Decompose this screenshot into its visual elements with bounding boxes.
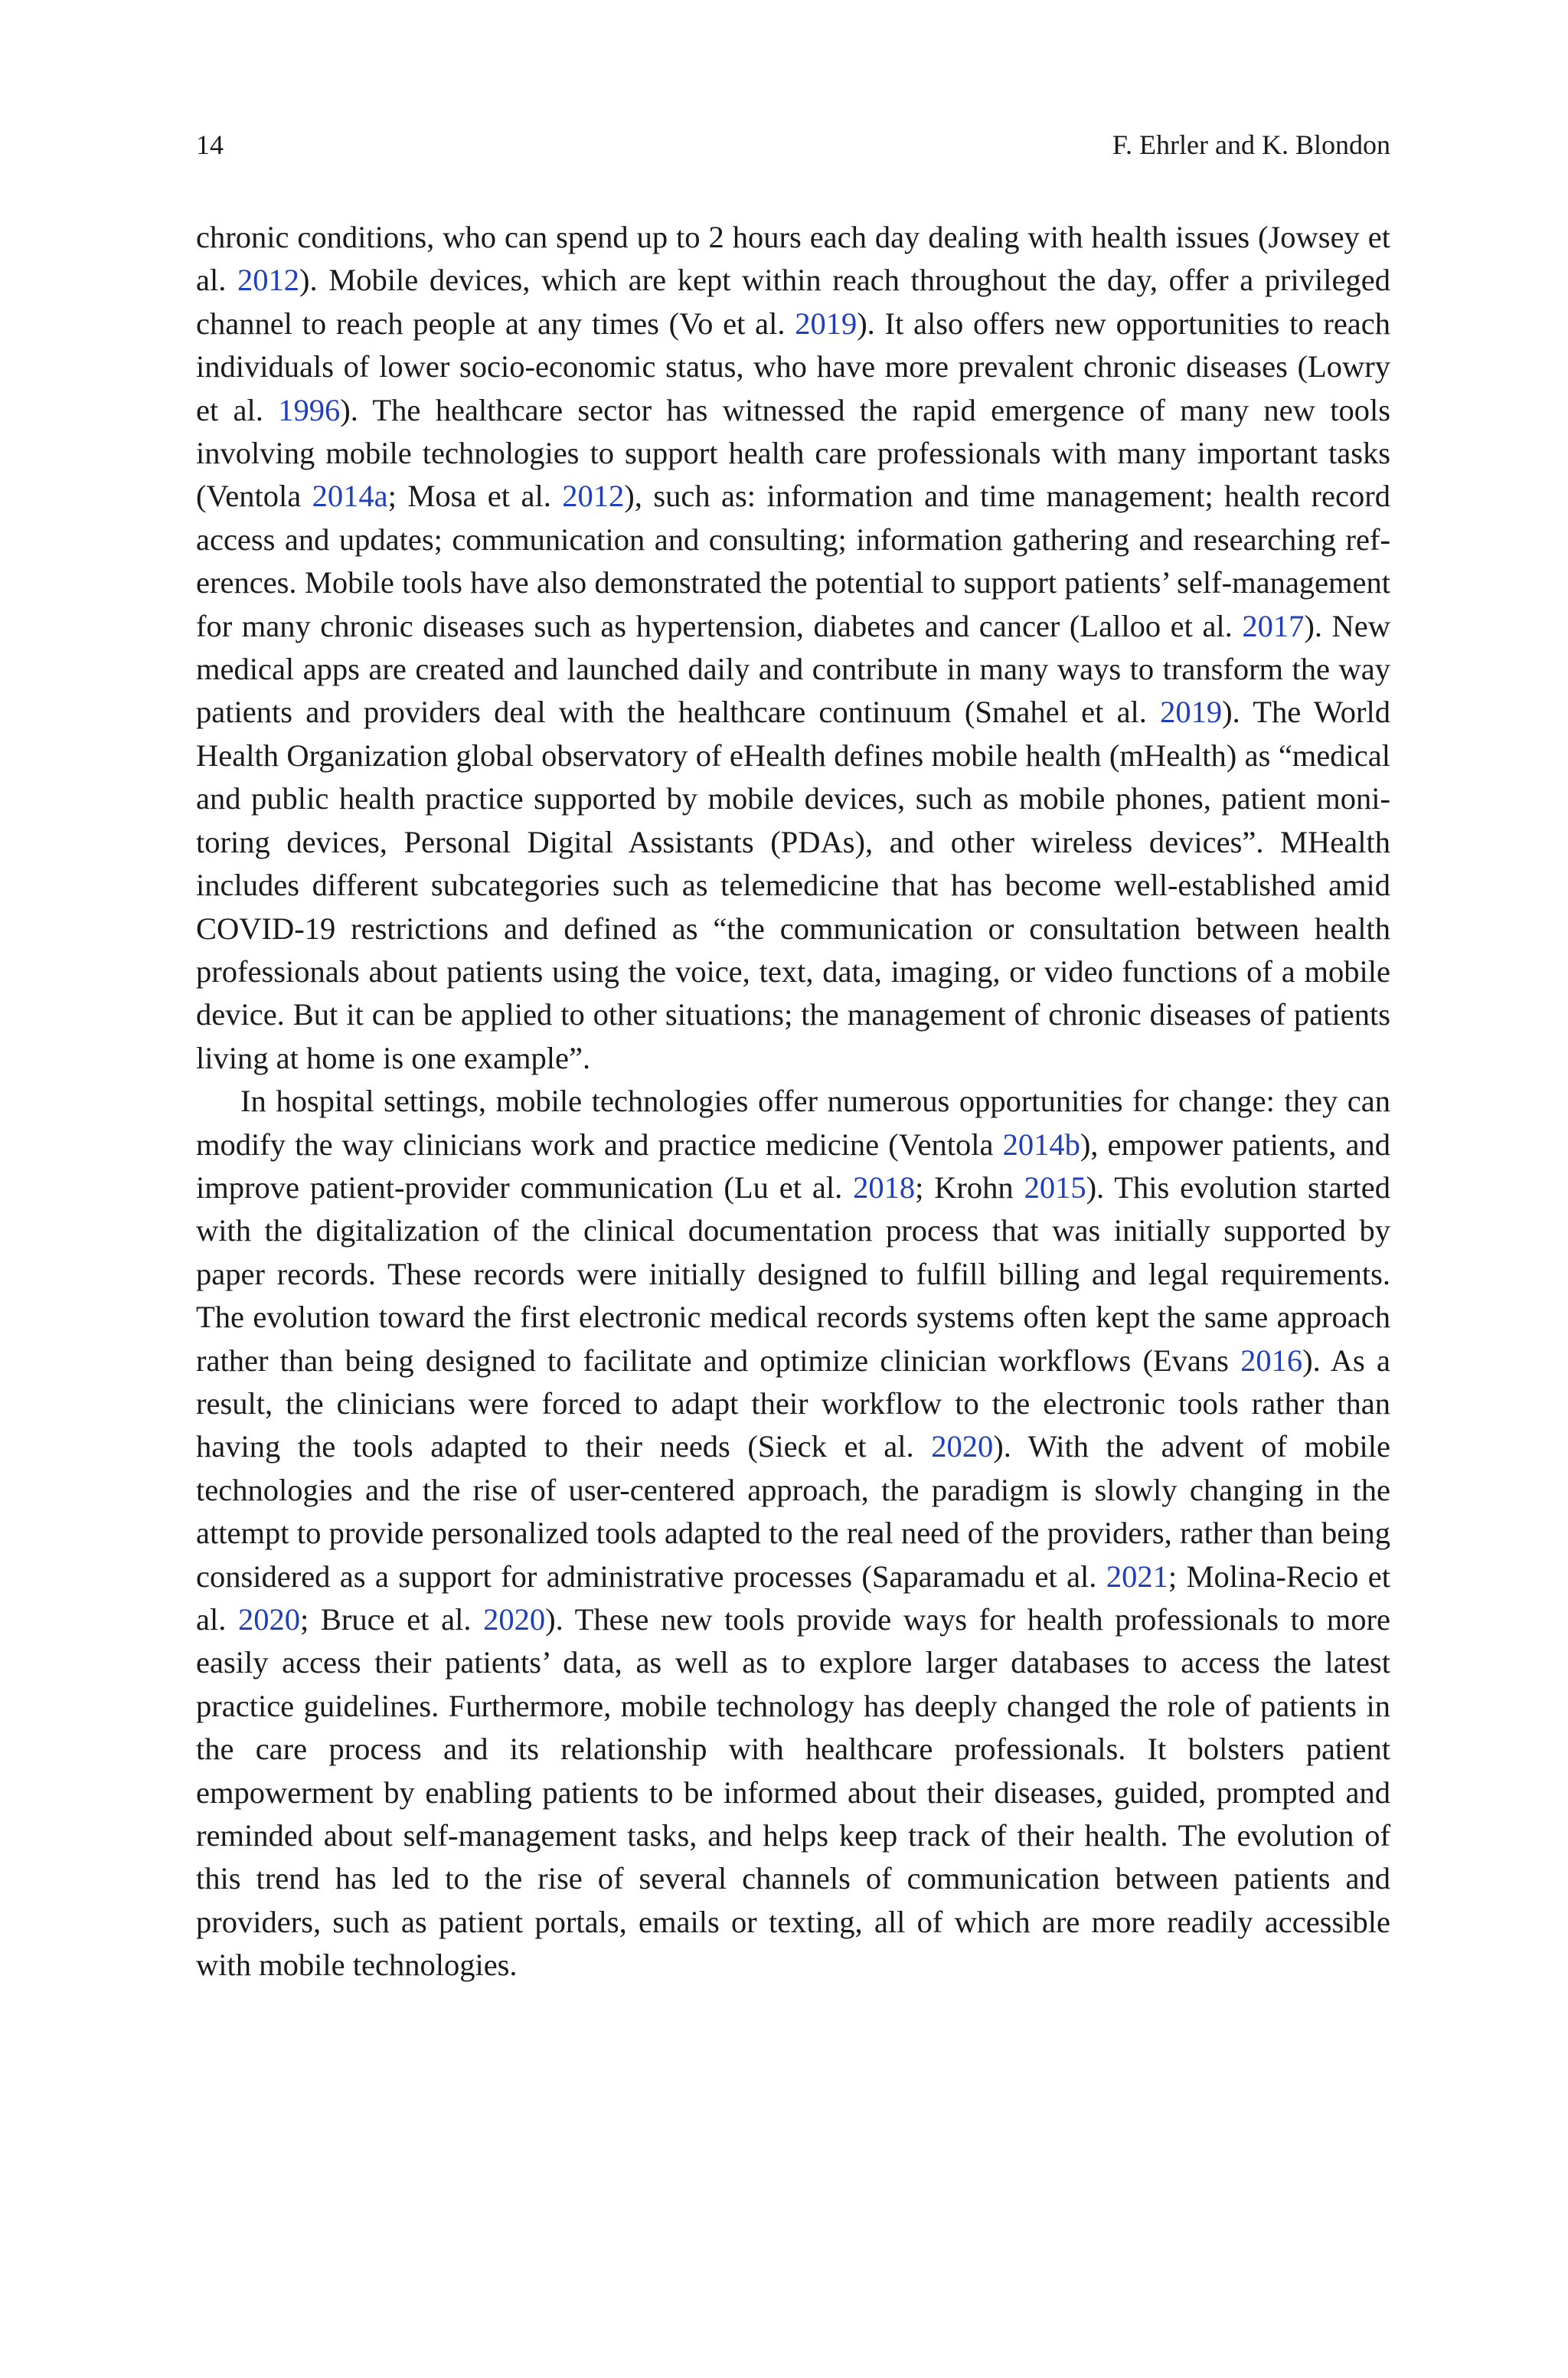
citation-link-vo-2019[interactable]: 2019 [795,306,858,341]
citation-link-krohn-2015[interactable]: 2015 [1024,1169,1086,1205]
citation-link-molina-recio-2020[interactable]: 2020 [238,1602,300,1637]
paragraph-text: ; Krohn [915,1169,1024,1205]
citation-link-lowry-1996[interactable]: 1996 [278,392,341,427]
paragraph-text: ). These new tools provide ways for health professionals to more easily access their patients’ data, as well as to explore larger databases to access the latest practice guidelines. Furthermore, mobile technology has deeply changed the role of patients in the care process and its relationship with healthcare professionals. It bolsters patient empowerment by enabling patients to be informed about their diseases, guided, prompted and reminded about self-management tasks, and helps keep track of their health. The evolution of this trend has led to the rise of several channels of communication between patients and providers, such as patient portals, emails or texting, all of which are more readily accessible with mobile technologies. [196,1602,1390,1983]
paragraph-text: ). New medical apps are created and launched daily and contribute in many ways to transform the way patients and providers deal with the healthcare continuum (Smahel et al. [196,608,1390,730]
citation-link-bruce-2020[interactable]: 2020 [483,1602,546,1637]
paragraph-text: In hospital settings, mobile technologies offer numerous opportunities for change: they can modify the way clinicians work and practice medicine (Ventola [196,1084,1390,1162]
paragraph-text: ), such as: information and time management; health record access and updates; communication and consulting; information gathering and researching references. Mobile tools have also demonstrated the potential to support patients’ self-management for many chronic diseases such as hypertension, diabetes and cancer (Lalloo et al. [196,479,1390,643]
paragraph-text: ), empower patients, and improve patient-provider communication (Lu et al. [196,1127,1390,1205]
citation-link-lu-2018[interactable]: 2018 [853,1169,916,1205]
citation-link-saparamadu-2021[interactable]: 2021 [1106,1559,1168,1594]
paragraph-text: ; Bruce et al. [300,1602,484,1637]
paragraph-text: ). The healthcare sector has witnessed the rapid emergence of many new tools involving mobile technologies to support health care professionals with many important tasks (Ventola [196,392,1390,514]
running-head-authors: F. Ehrler and K. Blondon [1112,129,1390,160]
citation-link-smahel-2019[interactable]: 2019 [1160,695,1223,730]
paragraph-text: chronic conditions, who can spend up to 2 hours each day dealing with health issues (Jowsey et al. [196,220,1390,298]
paragraph-1 [196,216,1390,1080]
paragraph-text: ). The World Health Organization global observatory of eHealth defines mobile health (mHealth) as “medical and public health practice supported by mobile devices, such as mobile phones, patient monitoring devices, Personal Digital Assistants (PDAs), and other wireless devices”. MHealth includes different subcategories such as telemedicine that has become well-established amid COVID-19 restrictions and defined as “the communication or consultation between health professionals about patients using the voice, text, data, imaging, or video functions of a mobile device. But it can be applied to other situations; the management of chronic diseases of patients living at home is one example”. [196,695,1390,1075]
paragraph-text: ). Mobile devices, which are kept within reach throughout the day, offer a privileged channel to reach people at any times (Vo et al. [196,263,1391,341]
citation-link-ventola-2014b[interactable]: 2014b [1002,1127,1080,1162]
page-number: 14 [196,129,224,160]
citation-link-mosa-2012[interactable]: 2012 [562,479,625,514]
paragraph-text: ). As a result, the clinicians were forced to adapt their workflow to the electronic tools rather than having the tools adapted to their needs (Sieck et al. [196,1343,1390,1464]
citation-link-evans-2016[interactable]: 2016 [1240,1343,1303,1378]
paragraph-text: ). It also offers new opportunities to reach individuals of lower socio-economic status, who have more prevalent chronic diseases (Lowry et al. [196,306,1390,427]
citation-link-jowsey-2012[interactable]: 2012 [237,263,299,298]
paragraph-text: ). This evolution started with the digitalization of the clinical documentation process that was initially supported by paper records. These records were initially designed to fulfill billing and legal requirements. The evolution toward the first electronic medical records systems often kept the same approach rather than being designed to facilitate and optimize clinician workflows (Evans [196,1169,1390,1378]
page-header [196,126,1390,164]
paragraph-2 [196,1080,1390,1987]
body-text [196,216,1390,1987]
paragraph-text: ; Molina-Recio et al. [196,1559,1391,1637]
paragraph-text: ; Mosa et al. [387,479,563,514]
citation-link-lalloo-2017[interactable]: 2017 [1242,608,1305,643]
citation-link-sieck-2020[interactable]: 2020 [931,1429,994,1464]
citation-link-ventola-2014a[interactable]: 2014a [312,479,388,514]
paragraph-text: ). With the advent of mobile technologies and the rise of user-centered approach, the paradigm is slowly changing in the attempt to provide personalized tools adapted to the real need of the providers, rather than being considered as a support for administrative processes (Saparamadu et al. [196,1429,1390,1594]
